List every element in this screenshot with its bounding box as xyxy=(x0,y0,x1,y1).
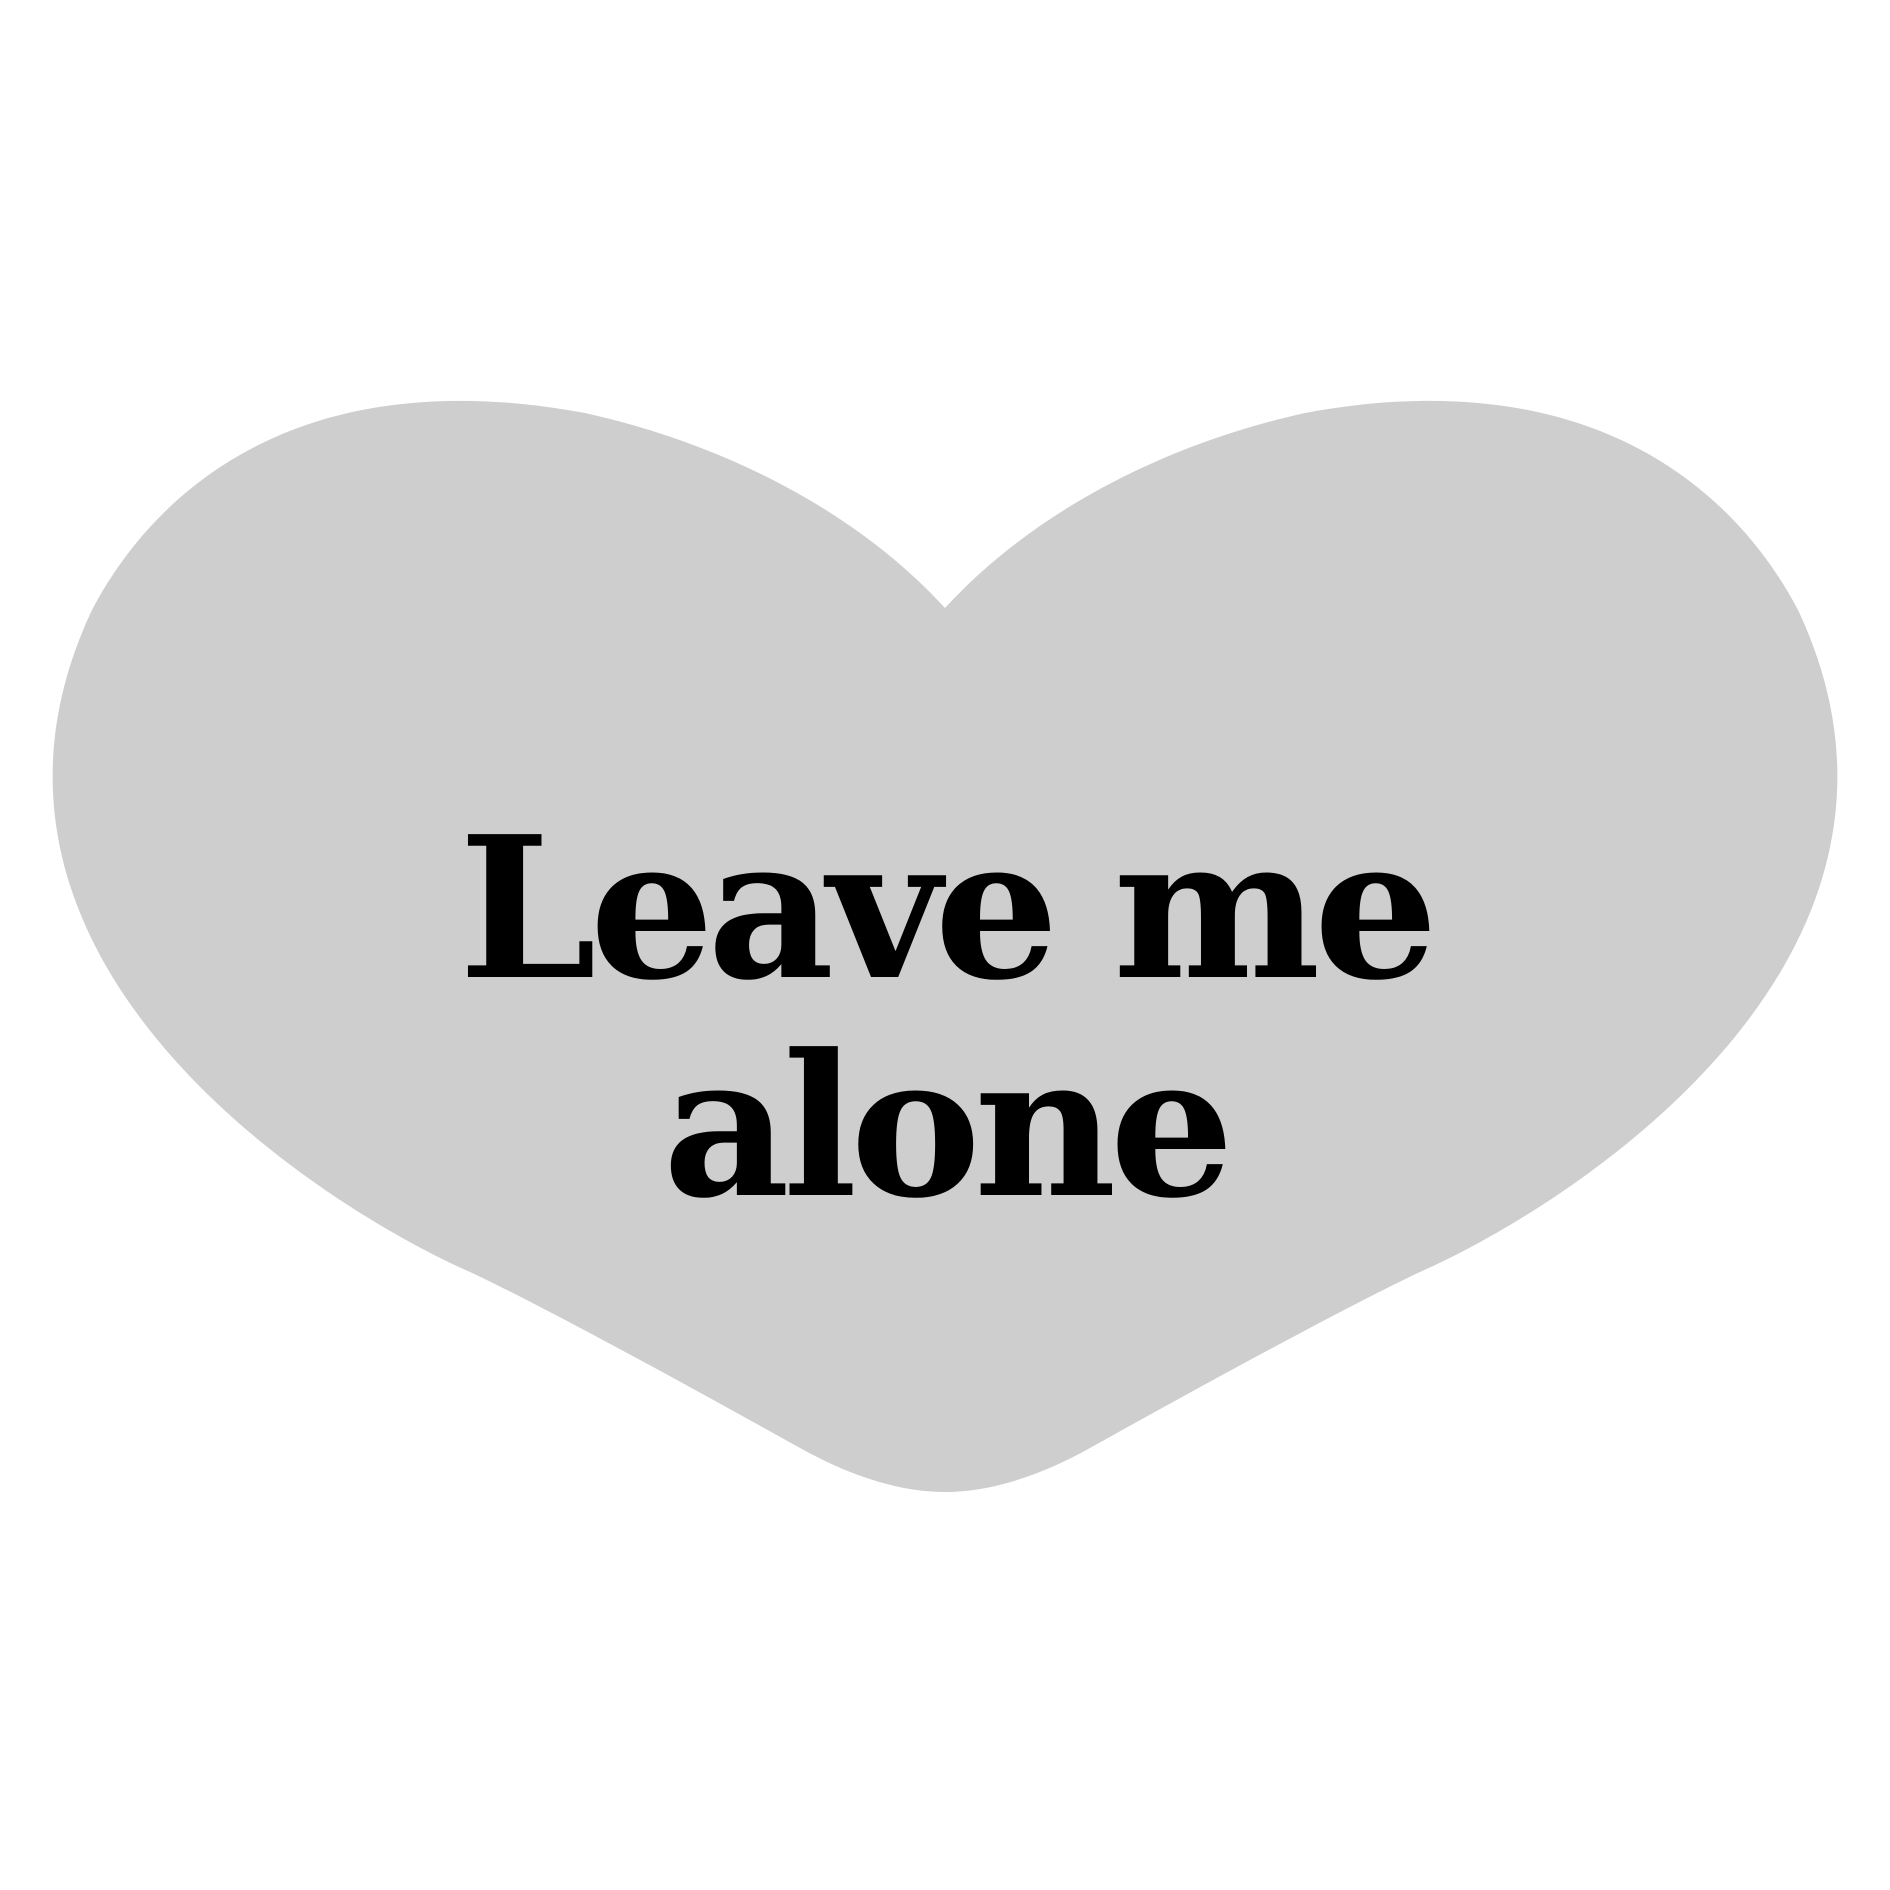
message-line-2: alone xyxy=(662,1012,1228,1242)
message-line-1: Leave me xyxy=(458,794,1432,1024)
sticker-message xyxy=(0,794,1890,1242)
